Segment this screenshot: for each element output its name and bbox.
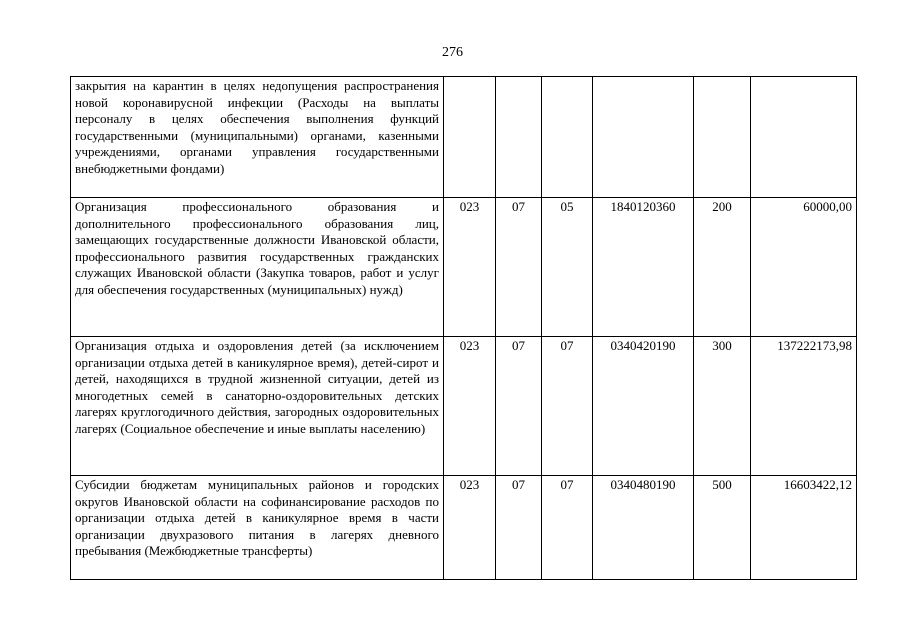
target-article-code: 0340480190: [593, 476, 694, 580]
row-description: закрытия на карантин в целях недопущения распространения новой коронавирусной инфекции (Расходы на выплаты персоналу в целях обеспечения выполнения функций государственными (муниципальными) органами, казенными учреждениями, органами управления государственными внебюджетными фондами): [71, 77, 444, 198]
section-code: [496, 77, 542, 198]
expense-type-code: [694, 77, 751, 198]
expense-type-code: 200: [694, 198, 751, 337]
subsection-code: [542, 77, 593, 198]
row-description: Организация профессионального образования и дополнительного профессионального образования лиц, замещающих государственные должности Ивановской области, профессионального развития государственных гражданских служащих Ивановской области (Закупка товаров, работ и услуг для обеспечения государственных (муниципальных) нужд): [71, 198, 444, 337]
subsection-code: 05: [542, 198, 593, 337]
ministry-code: 023: [444, 337, 496, 476]
page-number: 276: [442, 45, 463, 60]
row-description: Организация отдыха и оздоровления детей (за исключением организации отдыха детей в каникулярное время), детей-сирот и детей, находящихся в трудной жизненной ситуации, детей из многодетных семей в санаторно-оздоровительных детских лагерях круглогодичного действия, загородных оздоровительных лагерях (Социальное обеспечение и иные выплаты населению): [71, 337, 444, 476]
table-row: [71, 198, 857, 337]
ministry-code: 023: [444, 198, 496, 337]
subsection-code: 07: [542, 476, 593, 580]
amount: 16603422,12: [751, 476, 857, 580]
target-article-code: 1840120360: [593, 198, 694, 337]
section-code: 07: [496, 476, 542, 580]
ministry-code: [444, 77, 496, 198]
target-article-code: 0340420190: [593, 337, 694, 476]
section-code: 07: [496, 198, 542, 337]
table-row: [71, 77, 857, 198]
expense-type-code: 300: [694, 337, 751, 476]
amount: [751, 77, 857, 198]
subsection-code: 07: [542, 337, 593, 476]
amount: 137222173,98: [751, 337, 857, 476]
expense-type-code: 500: [694, 476, 751, 580]
target-article-code: [593, 77, 694, 198]
row-description: Субсидии бюджетам муниципальных районов и городских округов Ивановской области на софинансирование расходов по организации отдыха детей в каникулярное время в части организации двухразового питания в лагерях дневного пребывания (Межбюджетные трансферты): [71, 476, 444, 580]
amount: 60000,00: [751, 198, 857, 337]
table-row: [71, 476, 857, 580]
section-code: 07: [496, 337, 542, 476]
budget-table: [70, 76, 857, 580]
ministry-code: 023: [444, 476, 496, 580]
table-row: [71, 337, 857, 476]
